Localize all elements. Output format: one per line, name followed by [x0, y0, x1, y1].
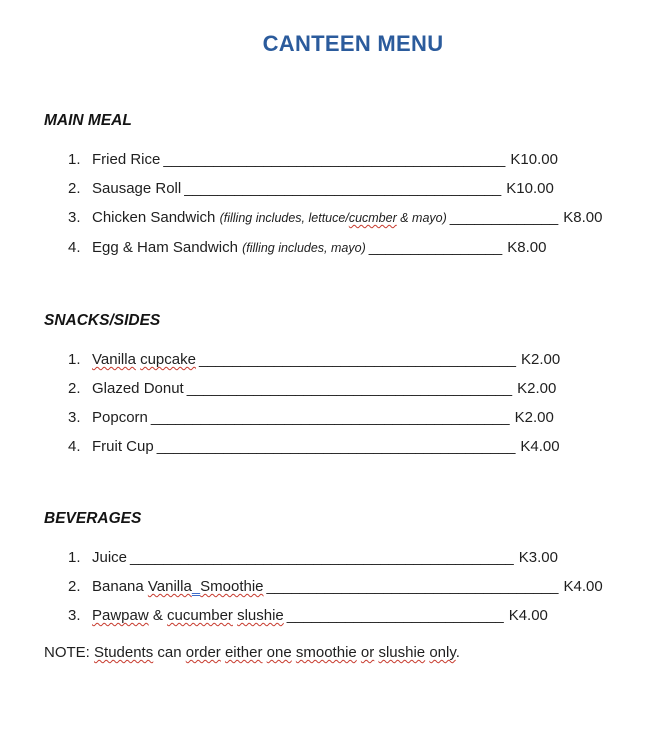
text-segment: Fried Rice — [92, 151, 161, 168]
section-heading: BEVERAGES — [44, 510, 142, 527]
item-price: K10.00 — [510, 151, 558, 168]
menu-item-row — [68, 432, 630, 461]
item-number: 2. — [68, 380, 81, 397]
misspelled-word: Pawpaw — [92, 607, 149, 624]
leader-line: ______________________________________ — [184, 180, 502, 197]
misspelled-word: cucmber — [348, 211, 397, 225]
leader-line: _______________________________________ — [186, 380, 513, 397]
menu-item-row — [68, 403, 630, 432]
menu-item-row — [68, 233, 630, 263]
text-segment: NOTE: — [44, 644, 95, 661]
text-segment: Egg & Ham Sandwich — [92, 239, 243, 256]
item-price: K4.00 — [520, 438, 560, 455]
leader-line: ___________________________________________ — [156, 438, 516, 455]
item-number: 4. — [68, 239, 81, 256]
menu-item-row — [68, 203, 630, 233]
menu-item-row — [68, 374, 630, 403]
text-segment: Juice — [92, 549, 128, 566]
leader-line: _____________ — [449, 209, 559, 226]
menu-item-row — [68, 543, 630, 572]
leader-line: ________________ — [368, 239, 503, 256]
misspelled-word: order — [185, 644, 221, 661]
menu-item-row — [68, 145, 630, 174]
item-number: 3. — [68, 209, 81, 226]
misspelled-word: only — [429, 644, 456, 661]
misspelled-word: smoothie — [295, 644, 357, 661]
item-number: 1. — [68, 549, 81, 566]
menu-section-snacks-sides — [44, 311, 630, 461]
item-number: 3. — [68, 409, 81, 426]
item-number: 2. — [68, 578, 81, 595]
item-number: 4. — [68, 438, 81, 455]
text-segment: Sausage Roll — [92, 180, 182, 197]
text-segment: (filling includes, lettuce/ — [219, 211, 349, 225]
item-price: K3.00 — [518, 549, 558, 566]
text-segment: . — [455, 644, 460, 661]
text-segment: & — [148, 607, 168, 624]
item-price: K8.00 — [563, 209, 603, 226]
misspelled-word: cucumber — [167, 607, 233, 624]
leader-line: _________________________________________ — [163, 151, 506, 168]
misspelled-word: either — [224, 644, 263, 661]
misspelled-word: or — [360, 644, 375, 661]
misspelled-word: Smoothie — [200, 578, 264, 595]
section-heading: SNACKS/SIDES — [44, 312, 161, 329]
section-heading: MAIN MEAL — [44, 112, 132, 129]
menu-sections — [44, 111, 630, 630]
misspelled-word: Students — [94, 644, 154, 661]
menu-item-row — [68, 572, 630, 601]
item-price: K2.00 — [517, 380, 557, 397]
leader-line: ___________________________________________ — [150, 409, 510, 426]
leader-line: ______________________________________________ — [130, 549, 514, 566]
menu-item-row — [68, 345, 630, 374]
text-segment: can — [153, 644, 186, 661]
text-segment: & mayo) — [396, 211, 447, 225]
menu-section-main-meal — [44, 111, 630, 263]
item-price: K4.00 — [508, 607, 548, 624]
item-number: 3. — [68, 607, 81, 624]
item-price: K8.00 — [507, 239, 547, 256]
note-line — [44, 638, 630, 667]
leader-line: ______________________________________ — [198, 351, 516, 368]
text-segment: Chicken Sandwich — [92, 209, 220, 226]
menu-item-row — [68, 174, 630, 203]
item-price: K10.00 — [506, 180, 554, 197]
leader-line: __________________________ — [286, 607, 504, 624]
misspelled-word: cupcake — [140, 351, 196, 368]
item-price: K2.00 — [514, 409, 554, 426]
item-number: 1. — [68, 351, 81, 368]
grammar-mark — [192, 578, 200, 595]
menu-item-row — [68, 601, 630, 630]
text-segment: Fruit Cup — [92, 438, 154, 455]
misspelled-word: Vanilla — [147, 578, 192, 595]
leader-line: ___________________________________ — [266, 578, 559, 595]
misspelled-word: slushie — [378, 644, 426, 661]
item-price: K2.00 — [520, 351, 561, 368]
misspelled-word: one — [266, 644, 292, 661]
text-segment: Glazed Donut — [92, 380, 184, 397]
menu-section-beverages — [44, 509, 630, 630]
text-segment: Banana — [92, 578, 148, 595]
page-title: CANTEEN MENU — [262, 31, 444, 56]
text-segment: Popcorn — [92, 409, 148, 426]
item-number: 2. — [68, 180, 81, 197]
misspelled-word: slushie — [237, 607, 284, 624]
item-price: K4.00 — [563, 578, 603, 595]
item-number: 1. — [68, 151, 81, 168]
misspelled-word: Vanilla — [92, 351, 136, 368]
text-segment: (filling includes, mayo) — [242, 241, 366, 255]
